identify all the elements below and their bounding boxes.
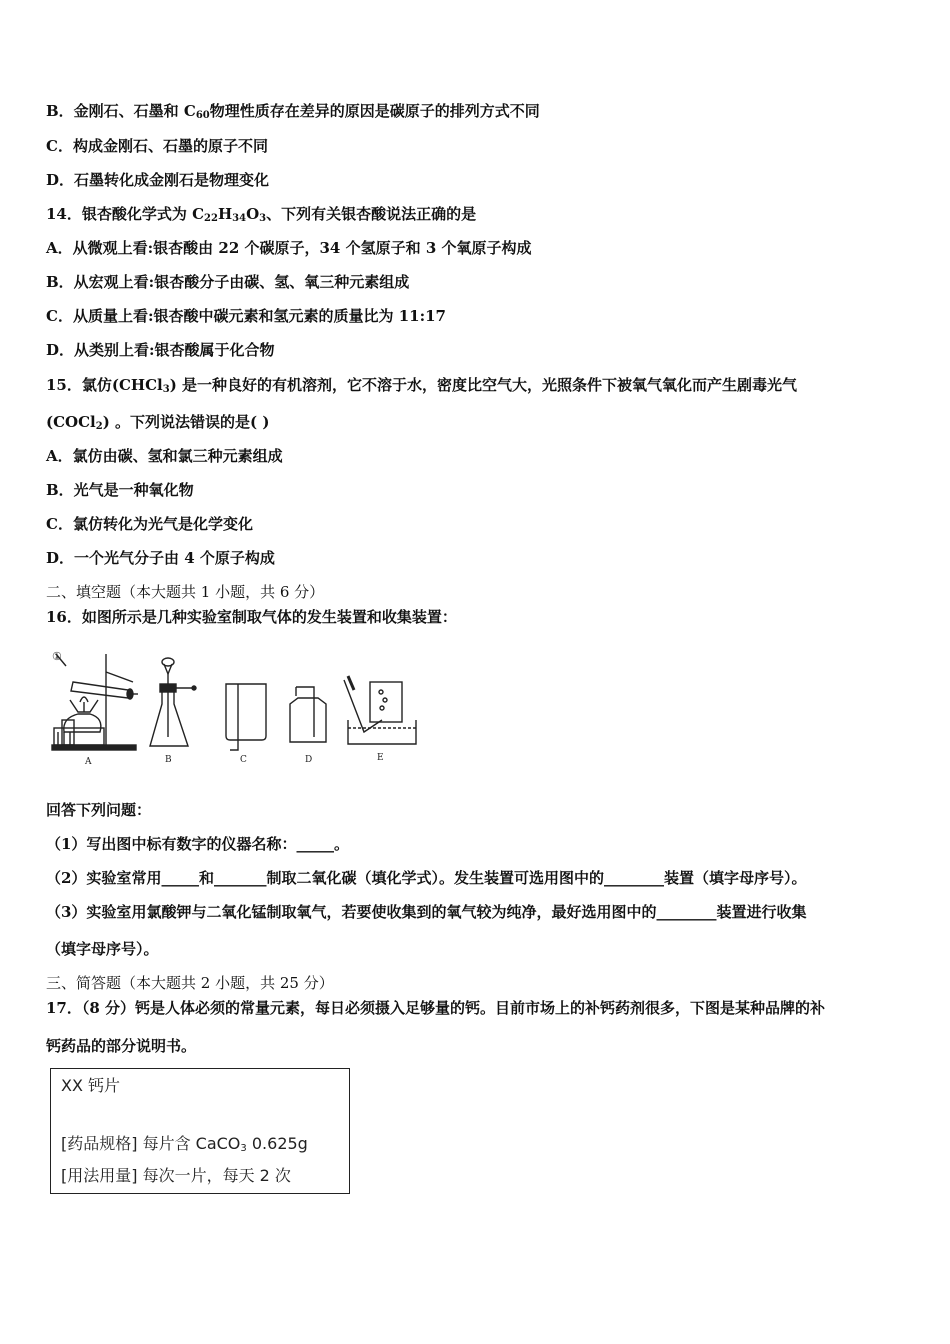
- label-usage: [用法用量] 每次一片，每天 2 次: [61, 1166, 291, 1185]
- lab-apparatus-figure: [48, 642, 438, 777]
- q15-option-b: B．光气是一种氧化物: [46, 481, 194, 499]
- apparatus-label-d: D: [305, 755, 313, 765]
- q16-stem: 16．如图所示是几种实验室制取气体的发生装置和收集装置：: [46, 608, 457, 626]
- q16-part-3-line1: （3）实验室用氯酸钾与二氧化锰制取氧气，若要使收集到的氧气较为纯净，最好选用图中的________装置进行收集: [46, 903, 807, 921]
- section-2-heading: 二、填空题（本大题共 1 小题，共 6 分）: [46, 583, 325, 601]
- q13-option-c: C．构成金刚石、石墨的原子不同: [46, 137, 268, 155]
- q14-stem: 14．银杏酸化学式为 $C_{22}H_{34}O_3$、下列有关银杏酸说法正确的是: [46, 205, 477, 224]
- q13-option-d: D．石墨转化成金刚石是物理变化: [46, 171, 270, 189]
- apparatus-drawing: [48, 642, 438, 777]
- q15-stem-line1: 15．氯仿(CHCl$_3$) 是一种良好的有机溶剂，它不溶于水，密度比空气大，光照条件下被氧气氧化而产生剧毒光气: [46, 376, 798, 395]
- q17-stem-line1: 17．（8 分）钙是人体必须的常量元素，每日必须摄入足够量的钙。目前市场上的补钙药剂很多，下图是某种品牌的补: [46, 999, 826, 1017]
- q14-option-d: D．从类别上看:银杏酸属于化合物: [46, 341, 275, 359]
- apparatus-marker-1: ①: [52, 650, 62, 663]
- q16-part-3-line2: （填字母序号）。: [46, 940, 159, 958]
- label-title: XX 钙片: [61, 1076, 121, 1095]
- q14-option-b: B．从宏观上看:银杏酸分子由碳、氢、氧三种元素组成: [46, 273, 410, 291]
- q16-part-2: （2）实验室常用_____和_______制取二氧化碳（填化学式）。发生装置可选用图中的________装置（填字母序号）。: [46, 869, 807, 887]
- q13-option-b: B．金刚石、石墨和 $C_{60}$物理性质存在差异的原因是碳原子的排列方式不同: [46, 102, 540, 121]
- section-3-heading: 三、简答题（本大题共 2 小题，共 25 分）: [46, 974, 334, 992]
- q15-option-a: A．氯仿由碳、氢和氯三种元素组成: [46, 447, 283, 465]
- apparatus-label-e: E: [377, 753, 384, 763]
- q15-option-d: D．一个光气分子由 4 个原子构成: [46, 549, 275, 567]
- apparatus-label-b: B: [165, 755, 172, 765]
- q14-option-a: A．从微观上看:银杏酸由 22 个碳原子，34 个氢原子和 3 个氧原子构成: [46, 239, 532, 257]
- apparatus-label-a: A: [85, 757, 92, 767]
- q16-part-1: （1）写出图中标有数字的仪器名称：_____。: [46, 835, 349, 853]
- calcium-tablet-label: [50, 1068, 350, 1194]
- label-specification: [药品规格] 每片含 CaCO$_3$ 0.625g: [61, 1134, 308, 1154]
- q15-option-c: C．氯仿转化为光气是化学变化: [46, 515, 253, 533]
- apparatus-label-c: C: [240, 755, 247, 765]
- q16-answer-prompt: 回答下列问题：: [46, 801, 152, 819]
- q15-stem-line2: (COCl$_2$) 。下列说法错误的是( ): [46, 413, 270, 432]
- q14-option-c: C．从质量上看:银杏酸中碳元素和氢元素的质量比为 11:17: [46, 307, 446, 325]
- q17-stem-line2: 钙药品的部分说明书。: [46, 1037, 197, 1055]
